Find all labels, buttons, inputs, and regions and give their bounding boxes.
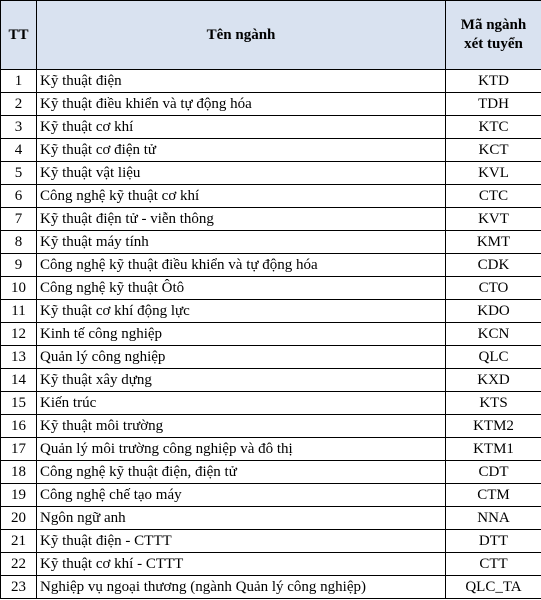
row-number-cell: 9 bbox=[1, 254, 37, 277]
table-row bbox=[1, 530, 541, 553]
major-name-cell: Công nghệ kỹ thuật điện, điện tử bbox=[37, 461, 446, 484]
admission-code-cell: KTM2 bbox=[446, 415, 541, 438]
row-number-cell: 18 bbox=[1, 461, 37, 484]
header-major-name: Tên ngành bbox=[37, 1, 446, 70]
admission-code-cell: CTC bbox=[446, 185, 541, 208]
row-number-cell: 13 bbox=[1, 346, 37, 369]
admission-code-cell: KCT bbox=[446, 139, 541, 162]
row-number-cell: 8 bbox=[1, 231, 37, 254]
header-code-line1: Mã ngành bbox=[460, 17, 527, 33]
table-row bbox=[1, 208, 541, 231]
table-row bbox=[1, 116, 541, 139]
table-row bbox=[1, 254, 541, 277]
admission-code-cell: KTD bbox=[446, 70, 541, 93]
row-number-cell: 10 bbox=[1, 277, 37, 300]
major-name-cell: Công nghệ chế tạo máy bbox=[37, 484, 446, 507]
major-name-cell: Kỹ thuật máy tính bbox=[37, 231, 446, 254]
row-number-cell: 19 bbox=[1, 484, 37, 507]
major-name-cell: Ngôn ngữ anh bbox=[37, 507, 446, 530]
table-row bbox=[1, 576, 541, 599]
table-body bbox=[1, 70, 541, 599]
admission-code-cell: KVL bbox=[446, 162, 541, 185]
admission-code-cell: KTS bbox=[446, 392, 541, 415]
row-number-cell: 11 bbox=[1, 300, 37, 323]
row-number-cell: 7 bbox=[1, 208, 37, 231]
table-row bbox=[1, 139, 541, 162]
row-number-cell: 4 bbox=[1, 139, 37, 162]
admission-code-cell: KVT bbox=[446, 208, 541, 231]
major-name-cell: Kỹ thuật điện tử - viễn thông bbox=[37, 208, 446, 231]
major-name-cell: Quản lý môi trường công nghiệp và đô thị bbox=[37, 438, 446, 461]
major-name-cell: Kỹ thuật điện bbox=[37, 70, 446, 93]
major-name-cell: Kiến trúc bbox=[37, 392, 446, 415]
admission-code-cell: NNA bbox=[446, 507, 541, 530]
row-number-cell: 23 bbox=[1, 576, 37, 599]
table-row bbox=[1, 484, 541, 507]
row-number-cell: 2 bbox=[1, 93, 37, 116]
major-name-cell: Kỹ thuật cơ điện tử bbox=[37, 139, 446, 162]
row-number-cell: 5 bbox=[1, 162, 37, 185]
table-row bbox=[1, 323, 541, 346]
table-row bbox=[1, 438, 541, 461]
row-number-cell: 15 bbox=[1, 392, 37, 415]
major-name-cell: Kỹ thuật cơ khí động lực bbox=[37, 300, 446, 323]
major-name-cell: Nghiệp vụ ngoại thương (ngành Quản lý công nghiệp) bbox=[37, 576, 446, 599]
row-number-cell: 16 bbox=[1, 415, 37, 438]
admission-code-cell: KTM1 bbox=[446, 438, 541, 461]
admission-code-cell: CDK bbox=[446, 254, 541, 277]
table-row bbox=[1, 369, 541, 392]
admission-code-cell: KTC bbox=[446, 116, 541, 139]
table-row bbox=[1, 277, 541, 300]
header-row bbox=[1, 1, 541, 70]
table-row bbox=[1, 346, 541, 369]
table-row bbox=[1, 70, 541, 93]
admission-code-cell: KMT bbox=[446, 231, 541, 254]
table-row bbox=[1, 300, 541, 323]
major-name-cell: Công nghệ kỹ thuật cơ khí bbox=[37, 185, 446, 208]
row-number-cell: 1 bbox=[1, 70, 37, 93]
row-number-cell: 14 bbox=[1, 369, 37, 392]
row-number-cell: 22 bbox=[1, 553, 37, 576]
admission-code-cell: CTT bbox=[446, 553, 541, 576]
major-name-cell: Kinh tế công nghiệp bbox=[37, 323, 446, 346]
admission-code-cell: CDT bbox=[446, 461, 541, 484]
admission-code-cell: QLC_TA bbox=[446, 576, 541, 599]
row-number-cell: 3 bbox=[1, 116, 37, 139]
header-code-line2: xét tuyển bbox=[464, 36, 523, 52]
table-row bbox=[1, 162, 541, 185]
table-row bbox=[1, 461, 541, 484]
major-name-cell: Công nghệ kỹ thuật điều khiển và tự động hóa bbox=[37, 254, 446, 277]
table-row bbox=[1, 507, 541, 530]
major-name-cell: Kỹ thuật cơ khí - CTTT bbox=[37, 553, 446, 576]
row-number-cell: 12 bbox=[1, 323, 37, 346]
table-row bbox=[1, 415, 541, 438]
table-header bbox=[1, 1, 541, 70]
table-row bbox=[1, 392, 541, 415]
admission-code-cell: DTT bbox=[446, 530, 541, 553]
table-row bbox=[1, 553, 541, 576]
major-name-cell: Kỹ thuật xây dựng bbox=[37, 369, 446, 392]
header-tt: TT bbox=[1, 1, 37, 70]
admission-code-cell: KXD bbox=[446, 369, 541, 392]
admission-code-cell: KDO bbox=[446, 300, 541, 323]
admission-code-cell: TDH bbox=[446, 93, 541, 116]
major-name-cell: Kỹ thuật vật liệu bbox=[37, 162, 446, 185]
table-row bbox=[1, 185, 541, 208]
admission-code-cell: QLC bbox=[446, 346, 541, 369]
header-admission-code bbox=[446, 1, 541, 70]
table-row bbox=[1, 231, 541, 254]
major-name-cell: Kỹ thuật điện - CTTT bbox=[37, 530, 446, 553]
row-number-cell: 21 bbox=[1, 530, 37, 553]
major-name-cell: Kỹ thuật điều khiển và tự động hóa bbox=[37, 93, 446, 116]
row-number-cell: 17 bbox=[1, 438, 37, 461]
row-number-cell: 20 bbox=[1, 507, 37, 530]
admission-code-cell: CTO bbox=[446, 277, 541, 300]
major-name-cell: Quản lý công nghiệp bbox=[37, 346, 446, 369]
table-row bbox=[1, 93, 541, 116]
major-name-cell: Kỹ thuật môi trường bbox=[37, 415, 446, 438]
major-name-cell: Công nghệ kỹ thuật Ôtô bbox=[37, 277, 446, 300]
row-number-cell: 6 bbox=[1, 185, 37, 208]
admission-code-cell: CTM bbox=[446, 484, 541, 507]
major-name-cell: Kỹ thuật cơ khí bbox=[37, 116, 446, 139]
admission-code-cell: KCN bbox=[446, 323, 541, 346]
